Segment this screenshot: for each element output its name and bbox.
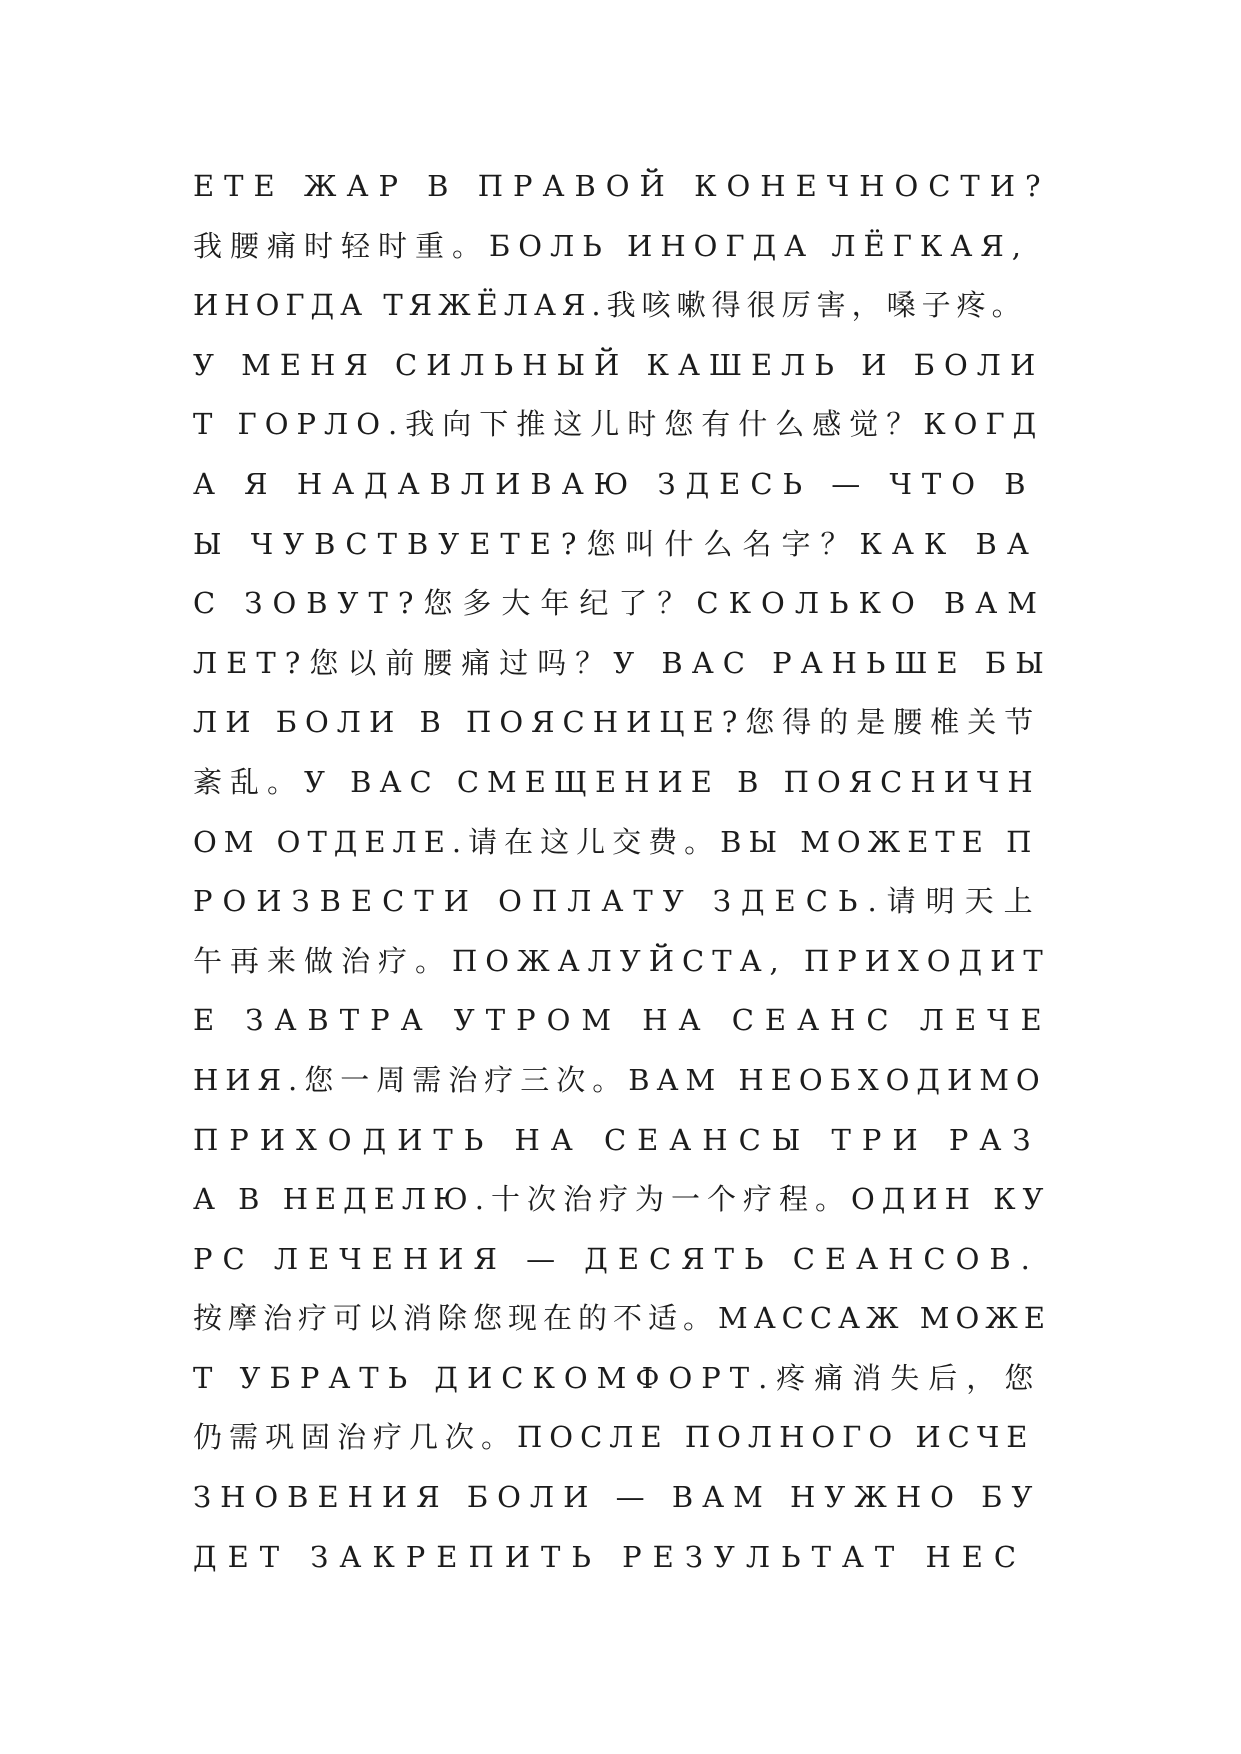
text-line: ЛЕТ?您以前腰痛过吗？У ВАС РАНЬШЕ БЫ xyxy=(193,645,1053,680)
text-line: У МЕНЯ СИЛЬНЫЙ КАШЕЛЬ И БОЛИ xyxy=(193,347,1045,382)
text-line: ОМ ОТДЕЛЕ.请在这儿交费。ВЫ МОЖЕТЕ П xyxy=(193,824,1039,859)
text-line: 按摩治疗可以消除您现在的不适。МАССАЖ МОЖЕ xyxy=(193,1301,1052,1336)
text-line: Т ГОРЛО.我向下推这儿时您有什么感觉？КОГД xyxy=(193,407,1045,442)
text-line: 仍需巩固治疗几次。ПОСЛЕ ПОЛНОГО ИСЧЕ xyxy=(193,1420,1035,1455)
text-line: ЛИ БОЛИ В ПОЯСНИЦЕ?您得的是腰椎关节 xyxy=(193,705,1042,740)
body-text xyxy=(193,168,1053,1598)
text-line: А Я НАДАВЛИВАЮ ЗДЕСЬ — ЧТО В xyxy=(193,466,1036,501)
text-line: РОИЗВЕСТИ ОПЛАТУ ЗДЕСЬ.请明天上 xyxy=(193,884,1043,919)
text-line: ИНОГДА ТЯЖЁЛАЯ.我咳嗽得很厉害，嗓子疼。 xyxy=(193,288,1027,323)
text-line: ПРИХОДИТЬ НА СЕАНСЫ ТРИ РАЗ xyxy=(193,1122,1042,1157)
text-line: Е ЗАВТРА УТРОМ НА СЕАНС ЛЕЧЕ xyxy=(193,1003,1053,1038)
text-line: ЗНОВЕНИЯ БОЛИ — ВАМ НУЖНО БУ xyxy=(193,1480,1042,1515)
text-line: С ЗОВУТ?您多大年纪了？СКОЛЬКО ВАМ xyxy=(193,586,1047,621)
text-line: ЕТЕ ЖАР В ПРАВОЙ КОНЕЧНОСТИ? xyxy=(193,169,1051,203)
text-line: 午再来做治疗。ПОЖАЛУЙСТА, ПРИХОДИТ xyxy=(193,943,1051,978)
text-line: Ы ЧУВСТВУЕТЕ?您叫什么名字？КАК ВА xyxy=(193,526,1039,561)
text-line: 紊乱。У ВАС СМЕЩЕНИЕ В ПОЯСНИЧН xyxy=(193,764,1041,799)
text-line: РС ЛЕЧЕНИЯ — ДЕСЯТЬ СЕАНСОВ. xyxy=(193,1241,1040,1276)
text-line: Т УБРАТЬ ДИСКОМФОРТ.疼痛消失后，您 xyxy=(193,1360,1043,1395)
text-line: НИЯ.您一周需治疗三次。ВАМ НЕОБХОДИМО xyxy=(193,1062,1047,1097)
text-line: 我腰痛时轻时重。БОЛЬ ИНОГДА ЛЁГКАЯ, xyxy=(193,228,1029,263)
text-line: ДЕТ ЗАКРЕПИТЬ РЕЗУЛЬТАТ НЕС xyxy=(193,1539,1028,1574)
text-line: А В НЕДЕЛЮ.十次治疗为一个疗程。ОДИН КУ xyxy=(193,1182,1051,1217)
